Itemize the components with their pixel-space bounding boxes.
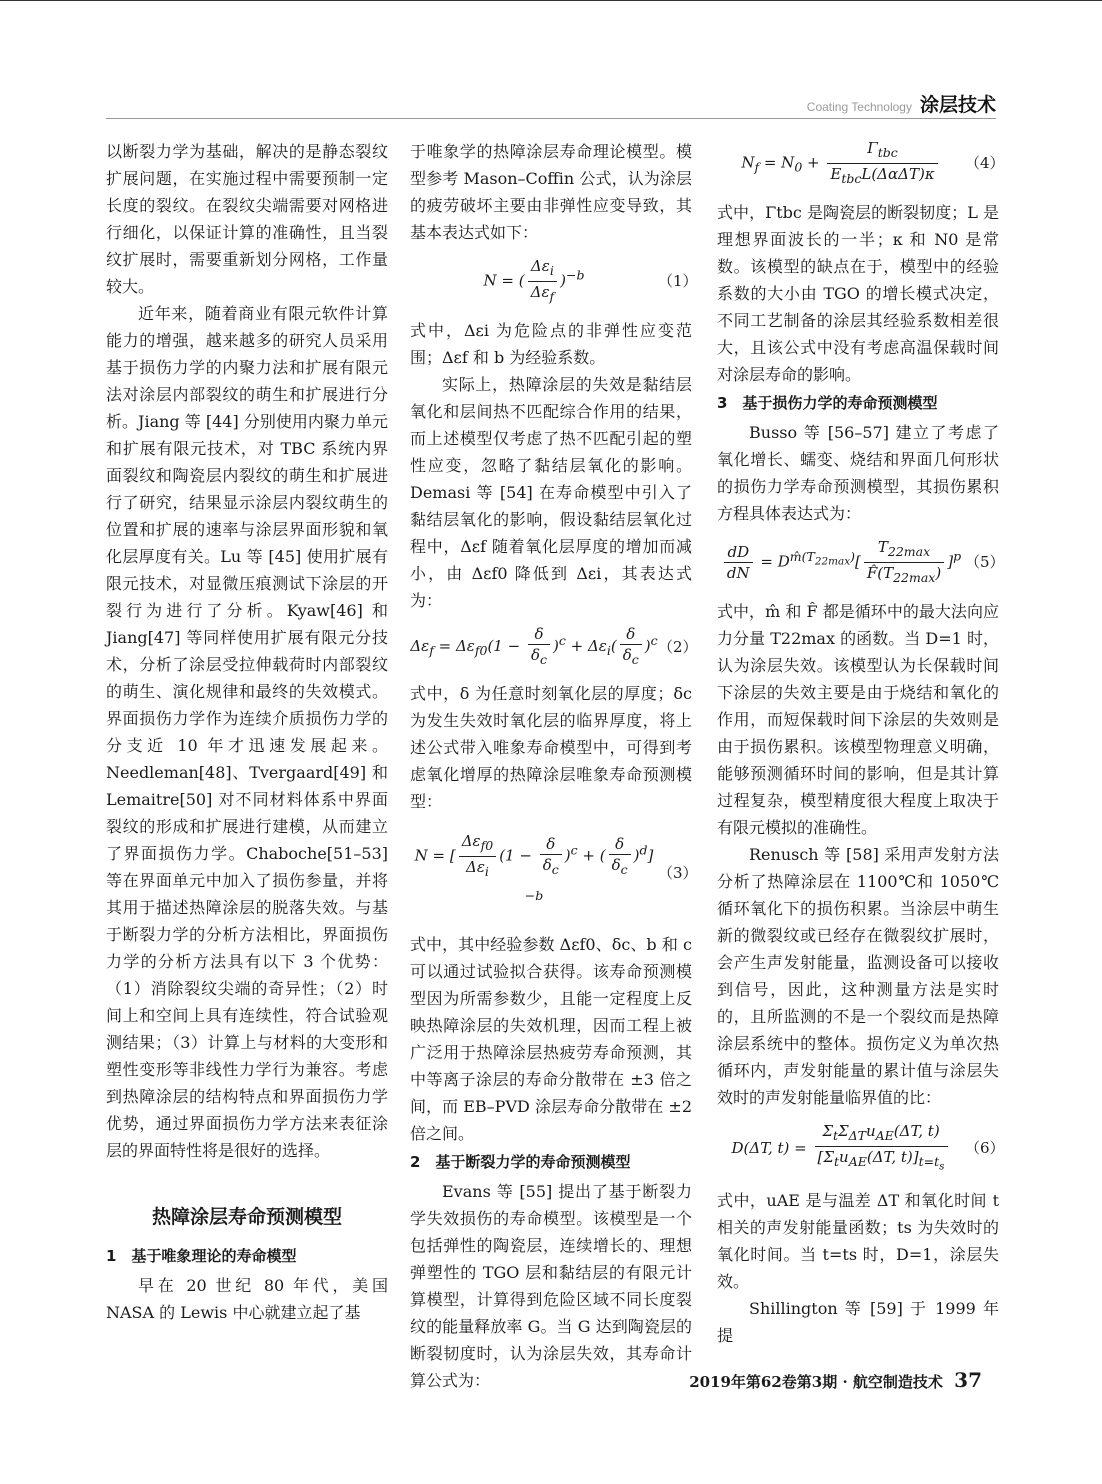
paragraph: 式中，Δεi 为危险点的非弹性应变范围；Δεf 和 b 为经验系数。 <box>410 321 692 367</box>
section-heading: 1 基于唯象理论的寿命模型 <box>106 1247 297 1265</box>
equation-5: $\frac{dD}{dN}$ = $D^{m̂(T_{22max})}$[ $\frac{T_{22max}}{F̂(T_{22max})}$ ]$^p$ （5） <box>717 537 999 588</box>
paragraph: 式中，δ 为任意时刻氧化层的厚度；δc 为发生失效时氧化层的临界厚度，将上述公式带入唯象寿命模型中，可得到考虑氧化增厚的热障涂层唯象寿命预测模型： <box>410 684 692 811</box>
equation-number: （5） <box>965 553 1005 571</box>
column-1 <box>106 138 388 1326</box>
paragraph: 实际上，热障涂层的失效是黏结层氧化和层间热不匹配综合作用的结果，而上述模型仅考虑了热不匹配引起的塑性应变，忽略了黏结层氧化的影响。Demasi 等 [54] 在寿命模型中引入了黏结层氧化的影响，假设黏结层氧化过程中，Δεf 随着氧化层厚度的增加而减小，由 Δεf0 降低到 Δεi，其表达式为： <box>410 375 692 610</box>
paragraph: 式中，Γtbc 是陶瓷层的断裂韧度；L 是理想界面波长的一半；κ 和 N0 是常数。该模型的缺点在于，模型中的经验系数的大小由 TGO 的增长模式决定，不同工艺制备的涂层其经验系数相差很大，且该公式中没有考虑高温保载时间对涂层寿命的影响。 <box>717 203 999 384</box>
paragraph: Shillington 等 [59] 于 1999 年提 <box>717 1298 999 1345</box>
equation-1: N = ( $\frac{\Delta\varepsilon_i}{\Delta\varepsilon_f}$ )$^{-b}$ （1） <box>483 257 698 304</box>
top-rule <box>0 0 1102 1</box>
equation-number: （4） <box>965 154 1005 172</box>
paragraph: 以断裂力学为基础，解决的是静态裂纹扩展问题，在实施过程中需要预制一定长度的裂纹。在裂纹尖端需要对网格进行细化，以保证计算的准确性，且当裂纹扩展时，需要重新划分网格，工作量较大。 <box>106 142 388 296</box>
equation-number: （6） <box>965 1139 1005 1158</box>
header-chinese: 涂层技术 <box>919 94 996 116</box>
column-2 <box>410 138 698 1394</box>
equation-6: D(ΔT, t) = $\frac{\Sigma_t\Sigma_{\Delta T}u_{AE}(\Delta T, t)}{[\Sigma_tu_{AE}(\Delta T, t)]_{t=t_s}}$ （6） <box>731 1122 1005 1173</box>
equation-2: $\Delta\varepsilon_f = \Delta\varepsilon_{f0}(1$ − $\frac{\delta}{\delta_c}$ )$^c + \Delta\varepsilon_i$( $\frac{\delta}{\delta_c}$ )$^c$ （2） <box>410 625 698 667</box>
paragraph: 式中，其中经验参数 Δεf0、δc、b 和 c 可以通过试验拟合获得。该寿命预测模型因为所需参数少，且能一定程度上反映热障涂层的失效机理，因而工程上被广泛用于热障涂层热疲劳寿命预测，其中等离子涂层的寿命分散带在 ±3 倍之间，而 EB–PVD 涂层寿命分散带在 ±2 倍之间。 <box>410 935 692 1143</box>
running-header <box>807 90 996 117</box>
paragraph: Renusch 等 [58] 采用声发射方法分析了热障涂层在 1100℃和 1050℃循环氧化下的损伤积累。当涂层中萌生新的微裂纹或已经存在微裂纹扩展时，会产生声发射能量，监测设备可以接收到信号，因此，这种测量方法是实时的，且所监测的不是一个裂纹而是热障涂层系统中的整体。损伤定义为单次热循环内，声发射能量的累计值与涂层失效时的声发射能量临界值的比： <box>717 845 999 1107</box>
equation-number: （1） <box>658 272 698 290</box>
journal-info: 2019年第62卷第3期 · 航空制造技术 <box>689 1373 943 1391</box>
chapter-heading: 热障涂层寿命预测模型 <box>151 1206 342 1228</box>
equation-3: N = [ $\frac{\Delta\varepsilon_{f0}}{\Delta\varepsilon_i}$ (1 − $\frac{\delta}{\delta_c}$ )$^c$ + ( $\frac{\delta}{\delta_c}$ )$^d$]$^{-b}$ （3） <box>414 832 698 903</box>
header-english: Coating Technology <box>806 100 912 114</box>
section-heading: 2 基于断裂力学的寿命预测模型 <box>410 1153 631 1171</box>
paragraph: 式中，uAE 是与温差 ΔT 和氧化时间 t 相关的声发射能量函数；ts 为失效时的氧化时间。当 t=ts 时，D=1，涂层失效。 <box>717 1190 999 1291</box>
column-3 <box>717 138 1005 1349</box>
paragraph: 式中，m̂ 和 F̂ 都是循环中的最大法向应力分量 T22max 的函数。当 D=1 时，认为涂层失效。该模型认为长保载时间下涂层的失效主要是由于烧结和氧化的作用，而短保载时间下涂层的失效则是由于损伤累积。该模型物理意义明确，能够预测循环时间的影响，但是其计算过程复杂，模型精度很大程度上取决于有限元模拟的准确性。 <box>717 602 999 837</box>
paragraph: 近年来，随着商业有限元软件计算能力的增强，越来越多的研究人员采用基于损伤力学的内聚力法和扩展有限元法对涂层内部裂纹的萌生和扩展进行分析。Jiang 等 [44] 分别使用内聚力单元和扩展有限元技术，对 TBC 系统内界面裂纹和陶瓷层内裂纹的萌生和扩展进行了研究，结果显示涂层内裂纹萌生的位置和扩展的速率与涂层界面形貌和氧化层厚度有关。Lu 等 [45] 使用扩展有限元技术，对显微压痕测试下涂层的开裂行为进行了分析。Kyaw[46] 和 Jiang[47] 等同样使用扩展有限元分技术，分析了涂层受拉伸载荷时内部裂纹的萌生、演化规律和最终的失效模式。界面损伤力学作为连续介质损伤力学的分支近 10 年才迅速发展起来。Needleman[48]、Tvergaard[49] 和 Lemaitre[50] 对不同材料体系中界面裂纹的形成和扩展进行建模，从而建立了界面损伤力学。Chaboche[51–53] 等在界面单元中加入了损伤参量，并将其用于描述热障涂层的脱落失效。与基于断裂力学的分析方法相比，界面损伤力学的分析方法具有以下 3 个优势：（1）消除裂纹尖端的奇异性；（2）时间上和空间上具有连续性，符合试验观测结果；（3）计算上与材料的大变形和塑性变形等非线性力学行为兼容。考虑到热障涂层的结构特点和界面损伤力学优势，通过界面损伤力学方法来表征涂层的界面特性将是很好的选择。 <box>106 304 388 1160</box>
paragraph: 于唯象学的热障涂层寿命理论模型。模型参考 Mason–Coffin 公式，认为涂层的疲劳破坏主要由非弹性应变导致，其基本表达式如下： <box>410 142 692 242</box>
equation-4: $N_f = N_0$ + $\frac{\Gamma_{tbc}}{E_{tbc}L(\Delta\alpha\Delta T)\kappa}$ （4） <box>741 139 1005 186</box>
paragraph: Evans 等 [55] 提出了基于断裂力学失效损伤的寿命模型。该模型是一个包括弹性的陶瓷层，连续增长的、理想弹塑性的 TGO 层和黏结层的有限元计算模型，计算得到危险区域不同长度裂纹的能量释放率 G。当 G 达到陶瓷层的断裂韧度时，认为涂层失效，其寿命计算公式为： <box>410 1182 692 1390</box>
equation-number: （3） <box>658 863 698 882</box>
page-footer <box>689 1368 982 1392</box>
header-rule <box>106 118 996 119</box>
paragraph: Busso 等 [56–57] 建立了考虑了氧化增长、蠕变、烧结和界面几何形状的损伤力学寿命预测模型，其损伤累积方程具体表达式为： <box>717 423 999 523</box>
equation-number: （2） <box>658 637 698 656</box>
section-heading: 3 基于损伤力学的寿命预测模型 <box>717 394 938 412</box>
paragraph: 早在 20 世纪 80 年代，美国 NASA 的 Lewis 中心就建立起了基 <box>106 1276 388 1322</box>
page-number: 37 <box>954 1368 982 1392</box>
